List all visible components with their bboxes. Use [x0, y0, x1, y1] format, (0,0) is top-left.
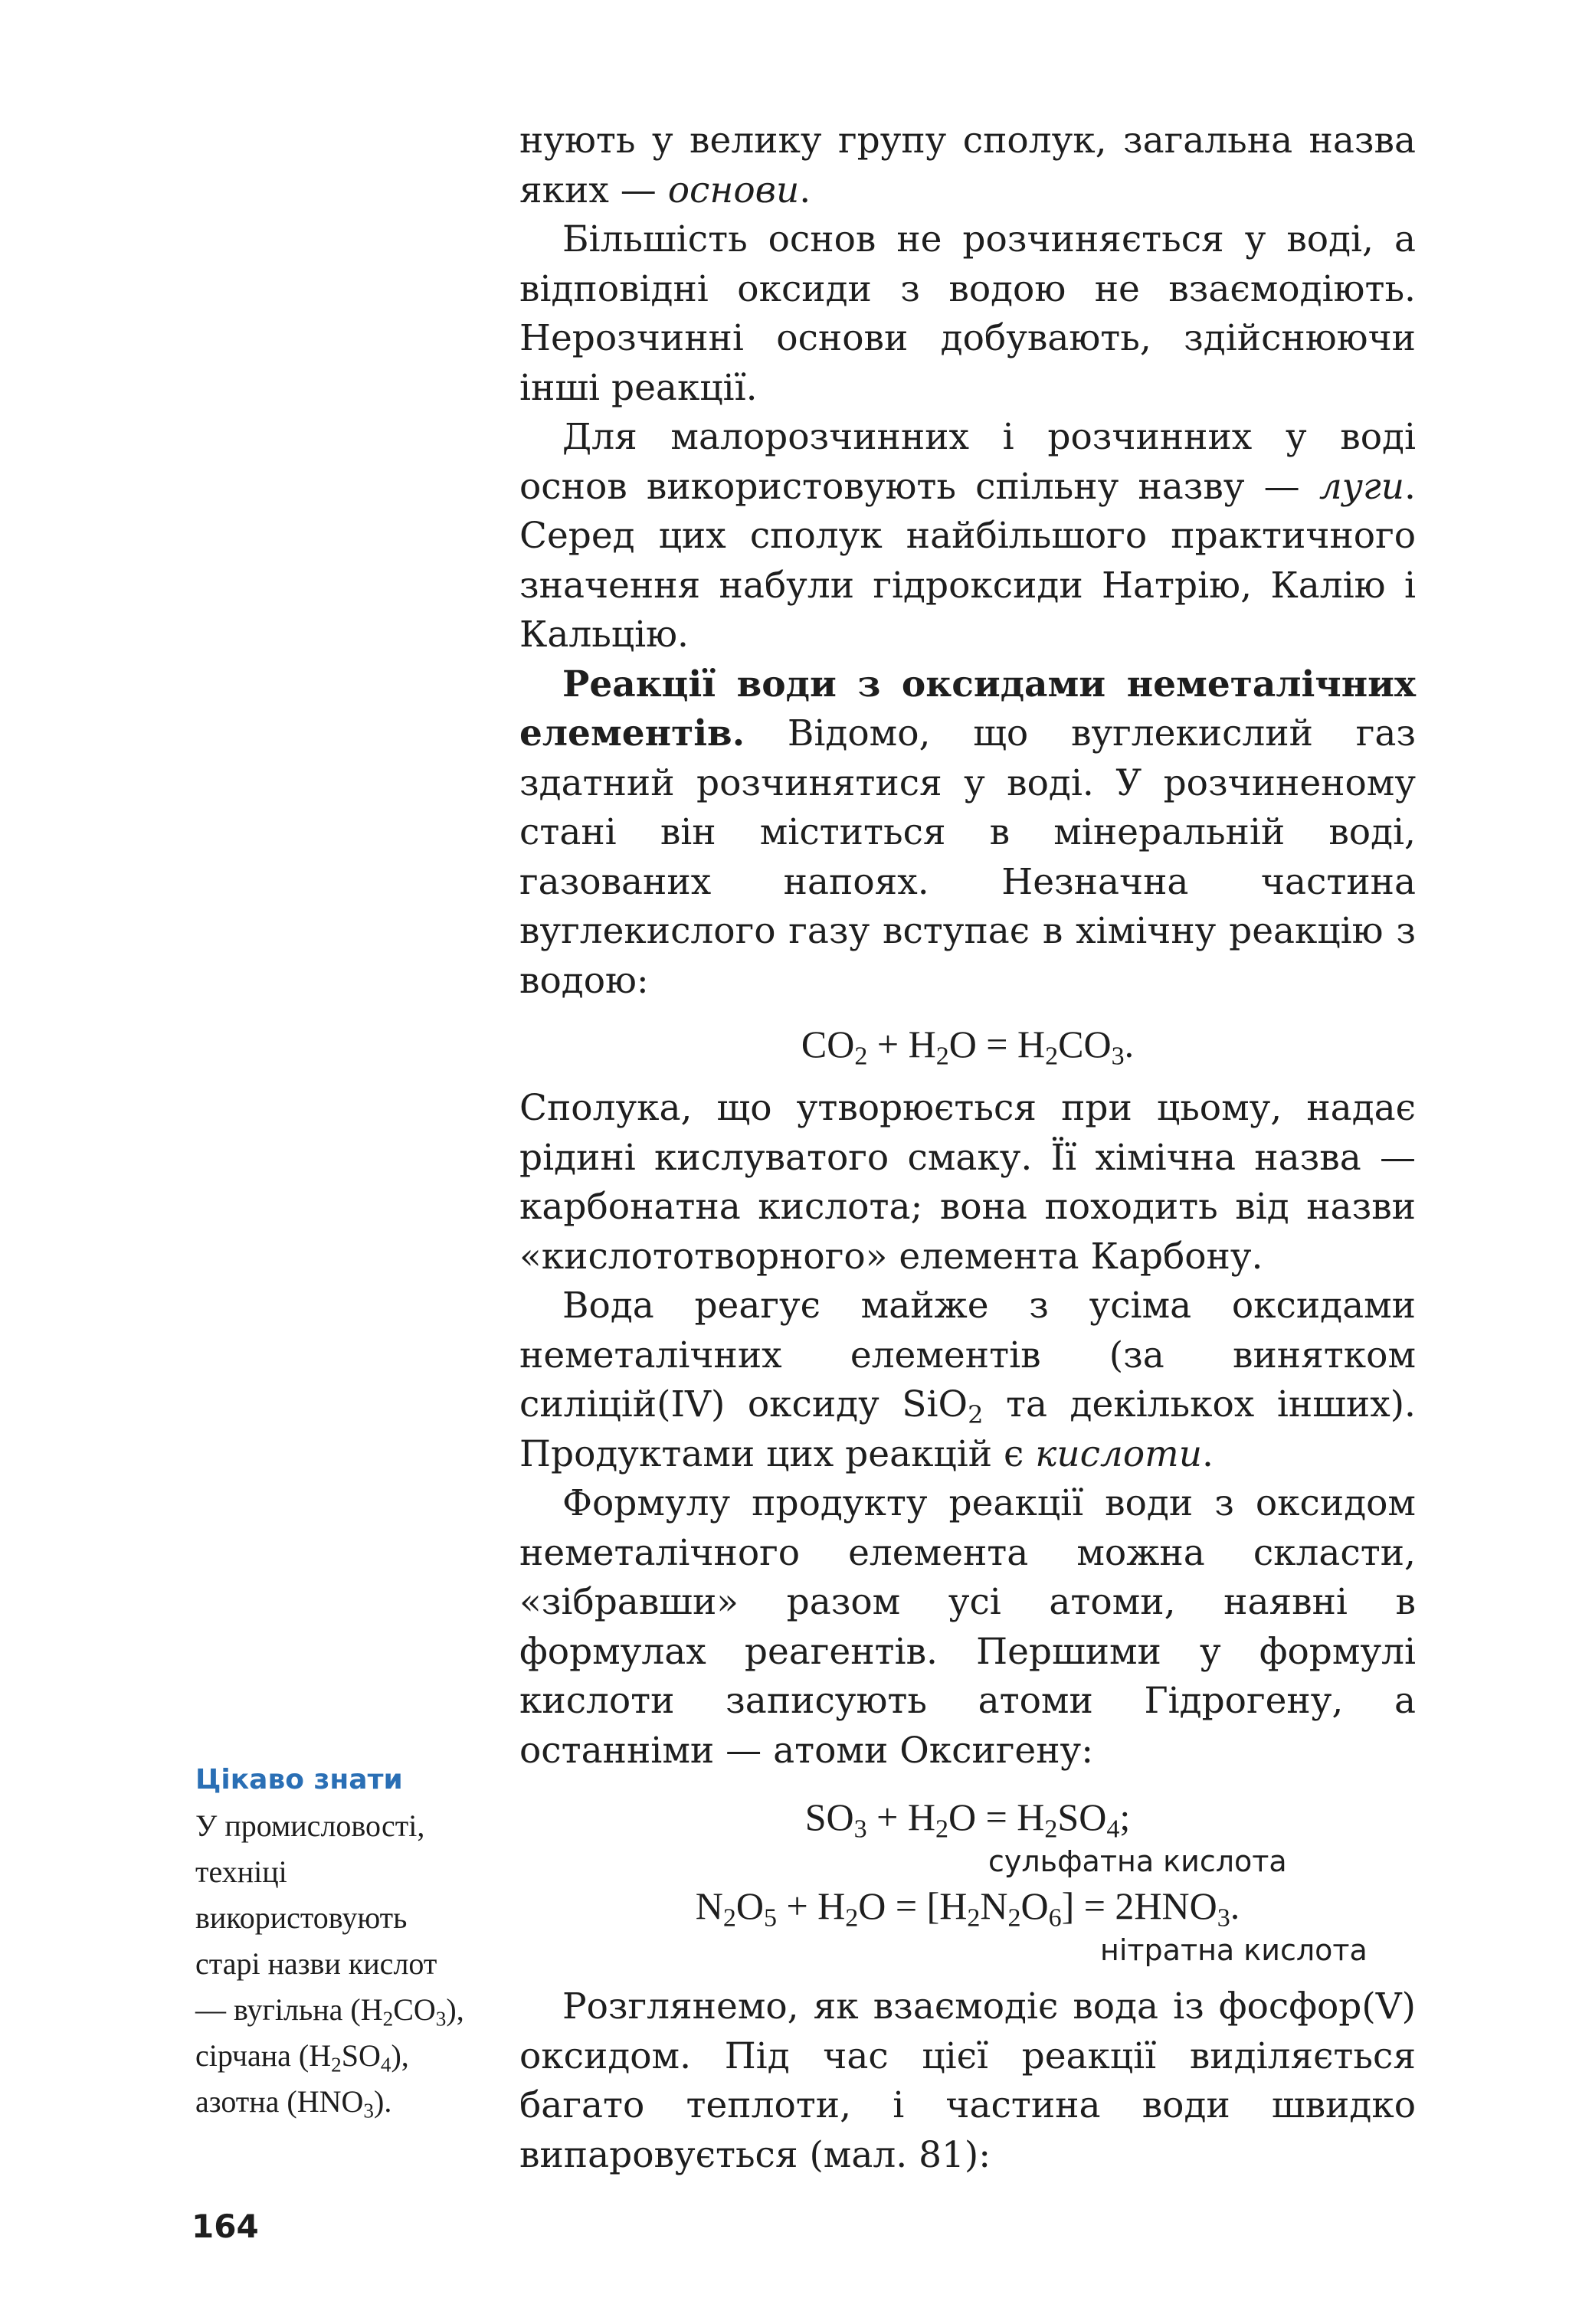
- label-nitric-acid: нітратна кислота: [1100, 1933, 1368, 1967]
- sidebar-note: [195, 1757, 471, 2125]
- paragraph-phosphorus-oxide: Розглянемо, як взаємодіє вода із фосфор(V) оксидом. Під час цієї реакції виділяється багато теплоти, і частина води швидко випаровується (мал. 81):: [519, 1985, 1416, 2176]
- paragraph-carbonic-acid: Сполука, що утворюється при цьому, надає рідині кислуватого смаку. Її хімічна назва — карбонатна кислота; вона походить від назви «кислототворного» елемента Карбону.: [519, 1087, 1416, 1278]
- equation-so3: $SO_3 + H_2O = H_2SO_4$; сульфатна кислота: [804, 1795, 1287, 1878]
- paragraph-insoluble-bases: Більшість основ не розчиняється у воді, а відповідні оксиди з водою не взаємодіють. Нерозчинні основи добувають, здійснюючи інші реакції.: [519, 218, 1416, 409]
- sidebar-title: Цікаво знати: [195, 1764, 403, 1795]
- equation-co2: $CO_2 + H_2O = H_2CO_3$.: [801, 1023, 1135, 1071]
- paragraph-acid-formula: Формулу продукту реакції води з оксидом неметалічного елемента можна скласти, «зібравши» разом усі атоми, наявні в формулах реагентів. Першими у формулі кислоти записують атоми Гідрогену, а останніми — атоми Оксигену:: [519, 1482, 1416, 1772]
- paragraph-nonmetal-oxides: Реакції води з оксидами неметалічних елементів. Відомо, що вуглекислий газ здатний розчинятися у воді. У розчиненому стані він міститься в мінеральній воді, газованих напоях. Незначна частина вуглекислого газу вступає в хімічну реакцію з водою:: [519, 663, 1416, 1002]
- section-heading: Реакції води з оксидами неметалічних елементів.: [519, 663, 1416, 754]
- label-sulfuric-acid: сульфатна кислота: [988, 1844, 1287, 1878]
- equation-n2o5: $N_2O_5 + H_2O = [H_2N_2O_6] = 2HNO_3$. нітратна кислота: [695, 1884, 1368, 1967]
- paragraph-acids: Вода реагує майже з усіма оксидами неметалічних елементів (за винятком силіцій(IV) оксиду SiO$_2$ та декількох інших). Продуктами цих реакцій є кислоти.: [519, 1285, 1416, 1475]
- main-text-column: [519, 116, 1416, 2180]
- term-alkalis: луги: [1318, 465, 1405, 508]
- term-bases: основи: [667, 169, 800, 211]
- paragraph-alkalis: Для малорозчинних і розчинних у воді основ використовують спільну назву — луги. Серед цих сполук найбільшого практичного значення набули гідроксиди Натрію, Калію і Кальцію.: [519, 416, 1416, 656]
- paragraph-bases-intro: нують у велику групу сполук, загальна назва яких — основи.: [519, 119, 1416, 211]
- page-number: 164: [192, 2208, 259, 2245]
- term-acids: кислоти: [1035, 1432, 1202, 1475]
- sidebar-text: У промисловості, техніці використовують старі назви кислот — вугільна $(H_2CO_3)$, сірчана $(H_2SO_4)$, азотна $(HNO_3)$.: [195, 1808, 464, 2123]
